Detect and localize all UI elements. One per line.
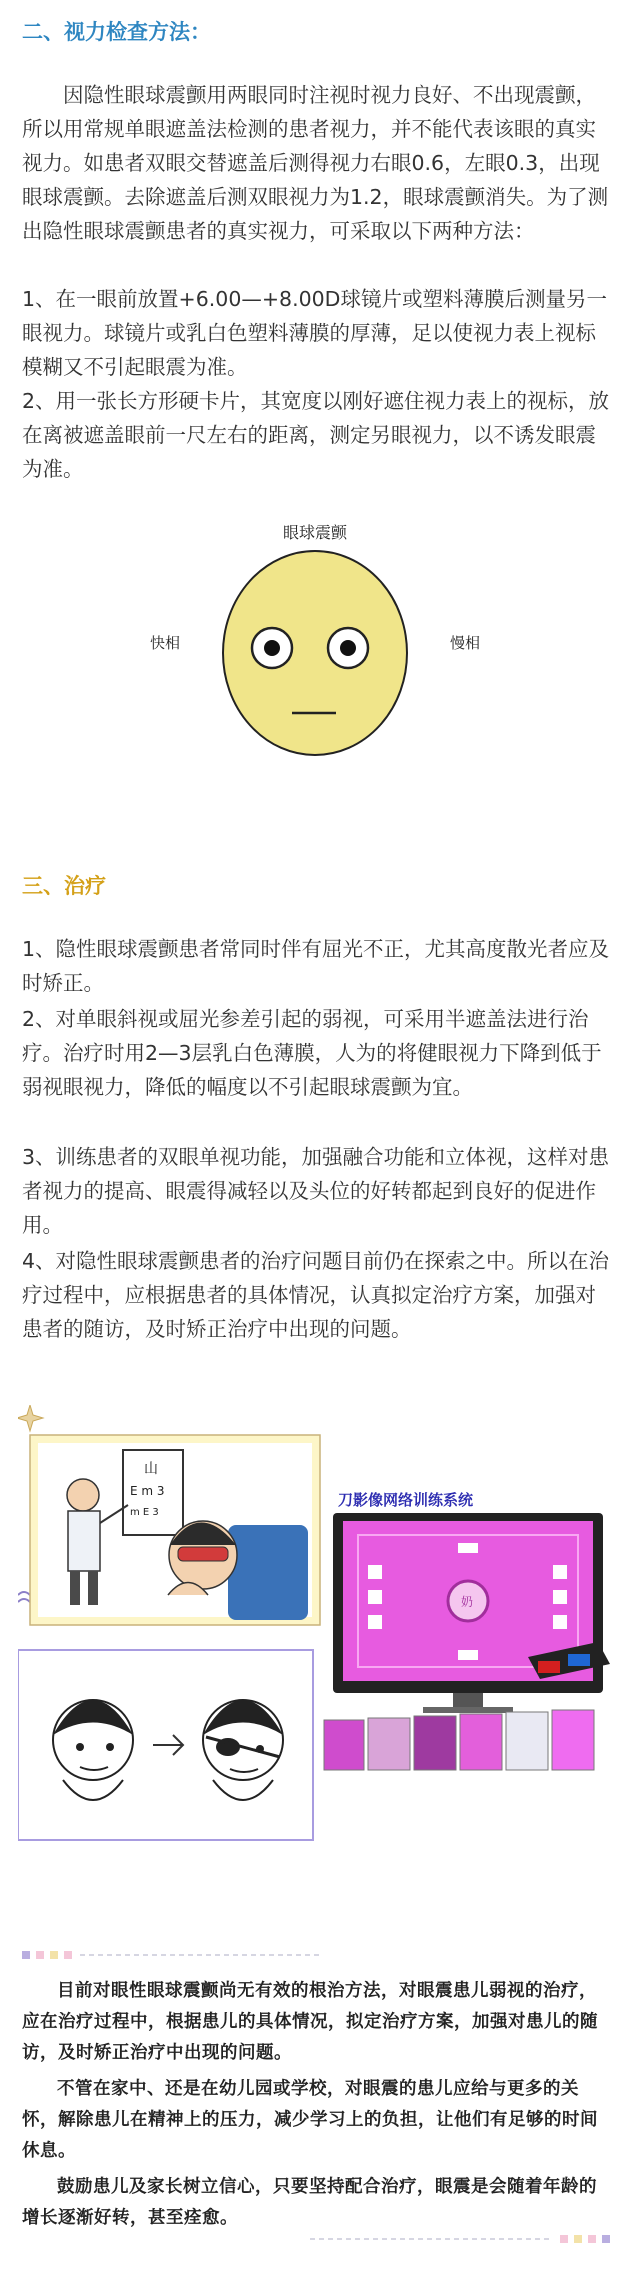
training-monitor	[324, 1490, 613, 1770]
paragraph-exam-method-2: 2、用一张长方形硬卡片，其宽度以刚好遮住视力表上的视标，放在离被遮盖眼前一尺左右的距离，测定另眼视力，以不诱发眼震为准。	[22, 389, 610, 481]
monitor-center-label: 奶	[461, 1595, 474, 1609]
nystagmus-face-figure	[150, 520, 480, 760]
eye-chart-row-1: 山	[144, 1461, 158, 1477]
paragraph-treatment-3: 3、训练患者的双眼单视功能，加强融合功能和立体视，这样对患者视力的提高、眼震得减轻以及头位的好转都起到良好的促进作用。	[22, 1145, 610, 1237]
face-figure-title: 眼球震颤	[282, 523, 347, 542]
eye-exam-cartoon	[30, 1435, 320, 1625]
divider-top	[22, 1948, 322, 1962]
treatment-illustration	[18, 1405, 614, 1875]
slow-phase-label: 慢相	[449, 634, 480, 652]
section-title-exam: 二、视力检查方法：	[22, 20, 211, 44]
closing-paragraph-2: 不管在家中、还是在幼儿园或学校，对眼震的患儿应给与更多的关怀，解除患儿在精神上的压力，减少学习上的负担，让他们有足够的时间休息。	[22, 2079, 598, 2161]
fast-phase-label: 快相	[150, 634, 181, 652]
eye-patch-cartoon	[18, 1650, 313, 1840]
paragraph-treatment-4: 4、对隐性眼球震颤患者的治疗问题目前仍在探索之中。所以在治疗过程中，应根据患者的具体情况，认真拟定治疗方案，加强对患者的随访，及时矫正治疗中出现的问题。	[22, 1249, 610, 1341]
paragraph-treatment-2: 2、对单眼斜视或屈光参差引起的弱视，可采用半遮盖法进行治疗。治疗时用2—3层乳白色薄膜，人为的将健眼视力下降到低于弱视眼视力，降低的幅度以不引起眼球震颤为宜。	[22, 1007, 602, 1099]
closing-paragraph-1: 目前对眼性眼球震颤尚无有效的根治方法，对眼震患儿弱视的治疗，应在治疗过程中，根据患儿的具体情况，拟定治疗方案，加强对患儿的随访，及时矫正治疗中出现的问题。	[22, 1981, 598, 2063]
divider-bottom	[310, 2232, 610, 2246]
section-title-treatment: 三、治疗	[22, 874, 106, 898]
paragraph-treatment-1: 1、隐性眼球震颤患者常同时伴有屈光不正，尤其高度散光者应及时矫正。	[22, 937, 610, 995]
face-icon	[220, 548, 410, 758]
monitor-title: 刀影像网络训练系统	[338, 1491, 474, 1509]
closing-paragraph-3: 鼓励患儿及家长树立信心，只要坚持配合治疗，眼震是会随着年龄的增长逐渐好转，甚至痊愈。	[22, 2177, 597, 2228]
eye-chart-row-3: m E 3	[130, 1507, 159, 1518]
eye-chart-row-2: E m 3	[130, 1484, 165, 1498]
paragraph-exam-intro: 因隐性眼球震颤用两眼同时注视时视力良好、不出现震颤，所以用常规单眼遮盖法检测的患者视力，并不能代表该眼的真实视力。如患者双眼交替遮盖后测得视力右眼0.6，左眼0.3，出现眼球震颤。去除遮盖后测双眼视力为1.2，眼球震颤消失。为了测出隐性眼球震颤患者的真实视力，可采取以下两种方法：	[22, 83, 609, 243]
sparkle-icon	[18, 1405, 43, 1431]
paragraph-exam-method-1: 1、在一眼前放置+6.00—+8.00D球镜片或塑料薄膜后测量另一眼视力。球镜片或乳白色塑料薄膜的厚薄，足以使视力表上视标模糊又不引起眼震为准。	[22, 287, 607, 379]
